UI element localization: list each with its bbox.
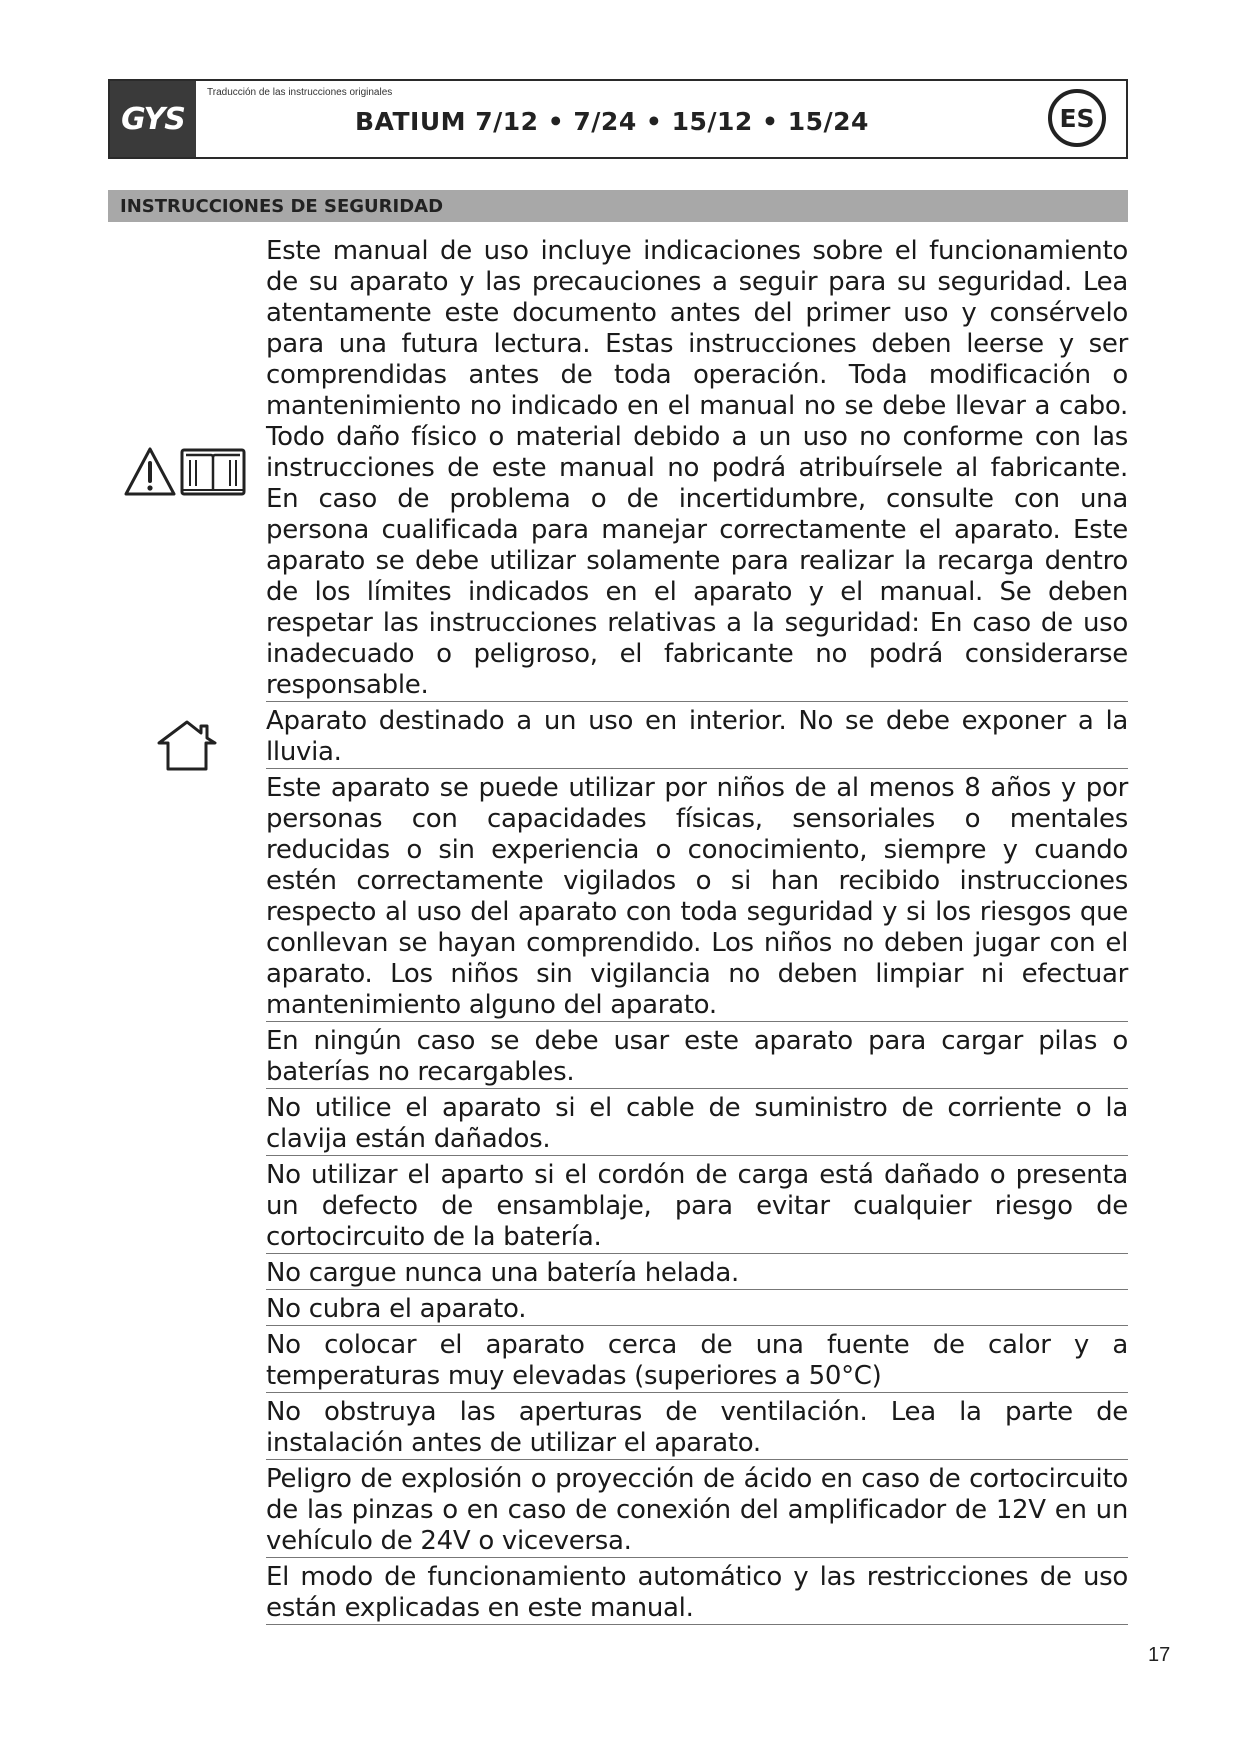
- model-title: BATIUM 7/12 • 7/24 • 15/12 • 15/24: [355, 107, 869, 136]
- safety-item: [266, 1464, 1128, 1558]
- safety-item-text: Este aparato se puede utilizar por niños de al menos 8 años y por personas con capacidades físicas, sensoriales o mentales reducidas o sin experiencia o conocimiento, siempre y cuando estén correctamente vigilados o si han recibido instrucciones respecto al uso del aparato con toda seguridad y si los riesgos que conllevan se hayan comprendido. Los niños no deben jugar con el aparato. Los niños sin vigilancia no deben limpiar ni efectuar mantenimiento alguno del aparato.: [266, 773, 1128, 1020]
- safety-item: [266, 1026, 1128, 1089]
- safety-item-text: No colocar el aparato cerca de una fuente de calor y a temperaturas muy elevadas (superiores a 50°C): [266, 1330, 1128, 1391]
- safety-item-text: No obstruya las aperturas de ventilación. Lea la parte de instalación antes de utilizar el aparato.: [266, 1397, 1128, 1458]
- safety-item: [266, 1397, 1128, 1460]
- safety-item-text: No utilizar el aparto si el cordón de carga está dañado o presenta un defecto de ensamblaje, para evitar cualquier riesgo de cortocircuito de la batería.: [266, 1160, 1128, 1252]
- safety-item-text: No utilice el aparato si el cable de suministro de corriente o la clavija están dañados.: [266, 1093, 1128, 1154]
- safety-instructions: [266, 236, 1128, 1629]
- safety-item: [266, 1562, 1128, 1625]
- warning-read-manual-icon: [124, 446, 248, 498]
- safety-item: [266, 1258, 1128, 1290]
- safety-item: [266, 1093, 1128, 1156]
- safety-item: [266, 1294, 1128, 1326]
- safety-item-text: El modo de funcionamiento automático y las restricciones de uso están explicadas en este manual.: [266, 1562, 1128, 1623]
- page-number: 17: [1148, 1644, 1171, 1666]
- gys-logo: [110, 81, 196, 157]
- safety-item-text: No cargue nunca una batería helada.: [266, 1258, 739, 1288]
- safety-item-text: Peligro de explosión o proyección de ácido en caso de cortocircuito de las pinzas o en caso de conexión del amplificador de 12V en un vehículo de 24V o viceversa.: [266, 1464, 1128, 1556]
- language-badge: ES: [1048, 89, 1106, 147]
- safety-item-text: Este manual de uso incluye indicaciones sobre el funcionamiento de su aparato y las precauciones a seguir para su seguridad. Lea atentamente este documento antes del primer uso y consérvelo para una futura lectura. Estas instrucciones deben leerse y ser comprendidas antes de toda operación. Toda modificación o mantenimiento no indicado en el manual no se debe llevar a cabo. Todo daño físico o material debido a un uso no conforme con las instrucciones de este manual no podrá atribuírsele al fabricante. En caso de problema o de incertidumbre, consulte con una persona cualificada para manejar correctamente el aparato. Este aparato se debe utilizar solamente para realizar la recarga dentro de los límites indicados en el aparato y el manual. Se deben respetar las instrucciones relativas a la seguridad: En caso de uso inadecuado o peligroso, el fabricante no podrá considerarse responsable.: [266, 236, 1128, 700]
- safety-item-text: No cubra el aparato.: [266, 1294, 527, 1324]
- safety-item: [266, 1160, 1128, 1254]
- section-bar: [108, 190, 1128, 222]
- header-subtitle: Traducción de las instrucciones originales: [207, 87, 393, 98]
- safety-item-text: En ningún caso se debe usar este aparato para cargar pilas o baterías no recargables.: [266, 1026, 1128, 1087]
- safety-item: [266, 773, 1128, 1022]
- logo-text: GYS: [121, 101, 185, 137]
- safety-item: [266, 1330, 1128, 1393]
- indoor-use-house-icon: [156, 719, 218, 771]
- safety-item: [266, 706, 1128, 769]
- section-title: INSTRUCCIONES DE SEGURIDAD: [120, 195, 444, 217]
- safety-item-text: Aparato destinado a un uso en interior. No se debe exponer a la lluvia.: [266, 706, 1128, 767]
- safety-item: [266, 236, 1128, 702]
- page-header: [108, 79, 1128, 159]
